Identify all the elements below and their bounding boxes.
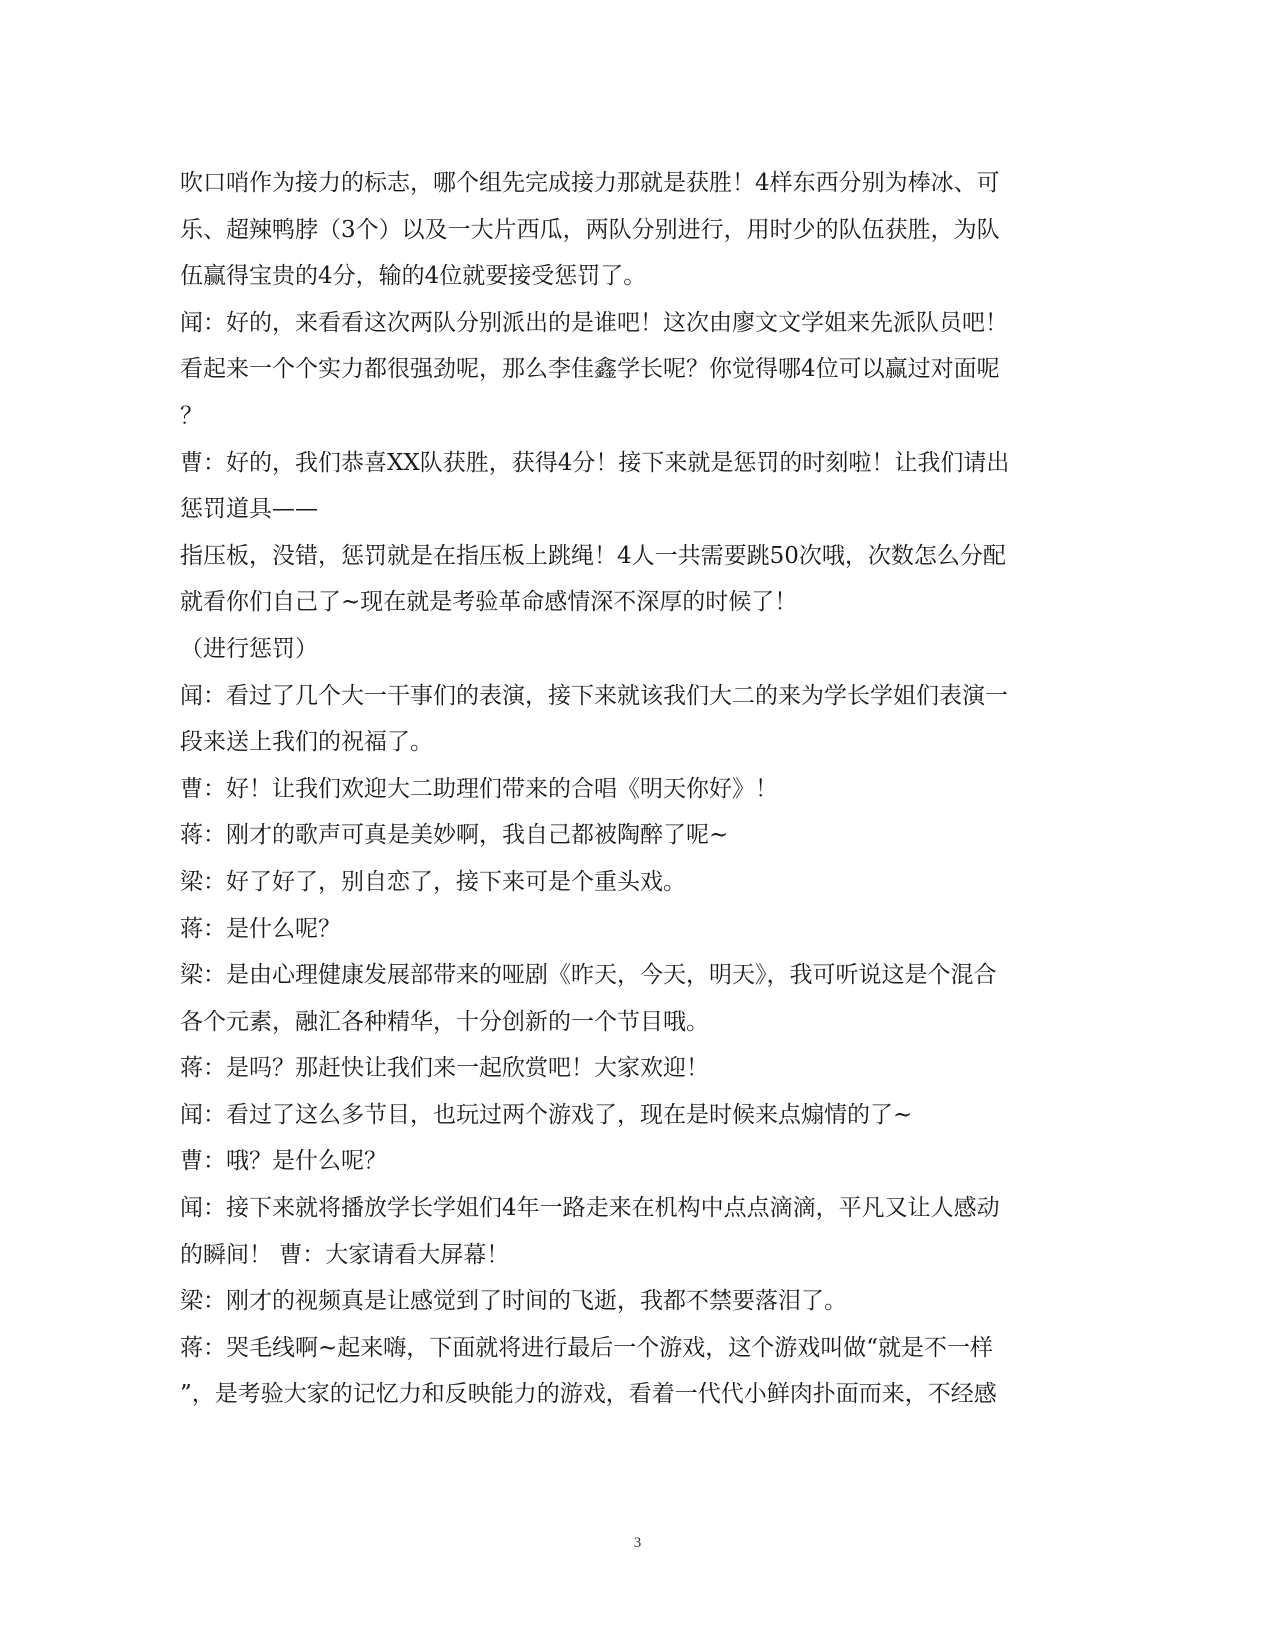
text-line: 看起来一个个实力都很强劲呢，那么李佳鑫学长呢？你觉得哪4位可以赢过对面呢 [180, 356, 1000, 383]
text-line: 蒋：哭毛线啊~起来嗨，下面就将进行最后一个游戏，这个游戏叫做“就是不一样 [180, 1334, 994, 1361]
text-line: 闻：好的，来看看这次两队分别派出的是谁吧！这次由廖文文学姐来先派队员吧！ [180, 309, 1008, 336]
text-line: 梁：是由心理健康发展部带来的哑剧《昨天，今天，明天》，我可听说这是个混合 [180, 962, 997, 989]
text-line: 就看你们自己了~现在就是考验革命感情深不深厚的时候了！ [180, 589, 798, 616]
text-line: 段来送上我们的祝福了。 [180, 729, 433, 756]
text-line: 曹：哦？是什么呢？ [180, 1148, 387, 1175]
text-line: 梁：刚才的视频真是让感觉到了时间的飞逝，我都不禁要落泪了。 [180, 1288, 847, 1315]
text-line: 吹口哨作为接力的标志，哪个组先完成接力那就是获胜！4样东西分别为棒冰、可 [180, 170, 1000, 196]
text-line: 闻：看过了这么多节目，也玩过两个游戏了，现在是时候来点煽情的了~ [180, 1101, 913, 1128]
text-line: ？ [180, 402, 203, 429]
text-line: 闻：接下来就将播放学长学姐们4年一路走来在机构中点点滴滴，平凡又让人感动 [180, 1195, 1000, 1222]
text-line: 曹：好的，我们恭喜XX队获胜，获得4分！接下来就是惩罚的时刻啦！让我们请出 [180, 449, 1010, 476]
text-line: ”，是考验大家的记忆力和反映能力的游戏，看着一代代小鲜肉扑面而来，不经感 [180, 1381, 997, 1408]
document-body [180, 160, 1090, 1418]
text-line: 蒋：是吗？那赶快让我们来一起欣赏吧！大家欢迎！ [180, 1055, 709, 1082]
text-line: 梁：好了好了，别自恋了，接下来可是个重头戏。 [180, 868, 686, 895]
text-line: 的瞬间！ 曹：大家请看大屏幕！ [180, 1241, 510, 1268]
page-number: 3 [633, 1535, 642, 1551]
text-line: 蒋：刚才的歌声可真是美妙啊，我自己都被陶醉了呢~ [180, 822, 729, 849]
text-line: 指压板，没错，惩罚就是在指压板上跳绳！4人一共需要跳50次哦，次数怎么分配 [180, 542, 1006, 569]
text-line: 伍赢得宝贵的4分，输的4位就要接受惩罚了。 [180, 263, 647, 290]
text-line: 蒋：是什么呢？ [180, 915, 341, 942]
text-line: 各个元素，融汇各种精华，十分创新的一个节目哦。 [180, 1008, 709, 1035]
text-line: 惩罚道具—— [180, 496, 318, 523]
text-line: 乐、超辣鸭脖（3个）以及一大片西瓜，两队分别进行，用时少的队伍获胜，为队 [180, 216, 1000, 243]
text-line: （进行惩罚） [180, 635, 318, 662]
text-line: 闻：看过了几个大一干事们的表演，接下来就该我们大二的来为学长学姐们表演一 [180, 682, 1008, 709]
text-line: 曹：好！让我们欢迎大二助理们带来的合唱《明天你好》！ [180, 775, 778, 802]
